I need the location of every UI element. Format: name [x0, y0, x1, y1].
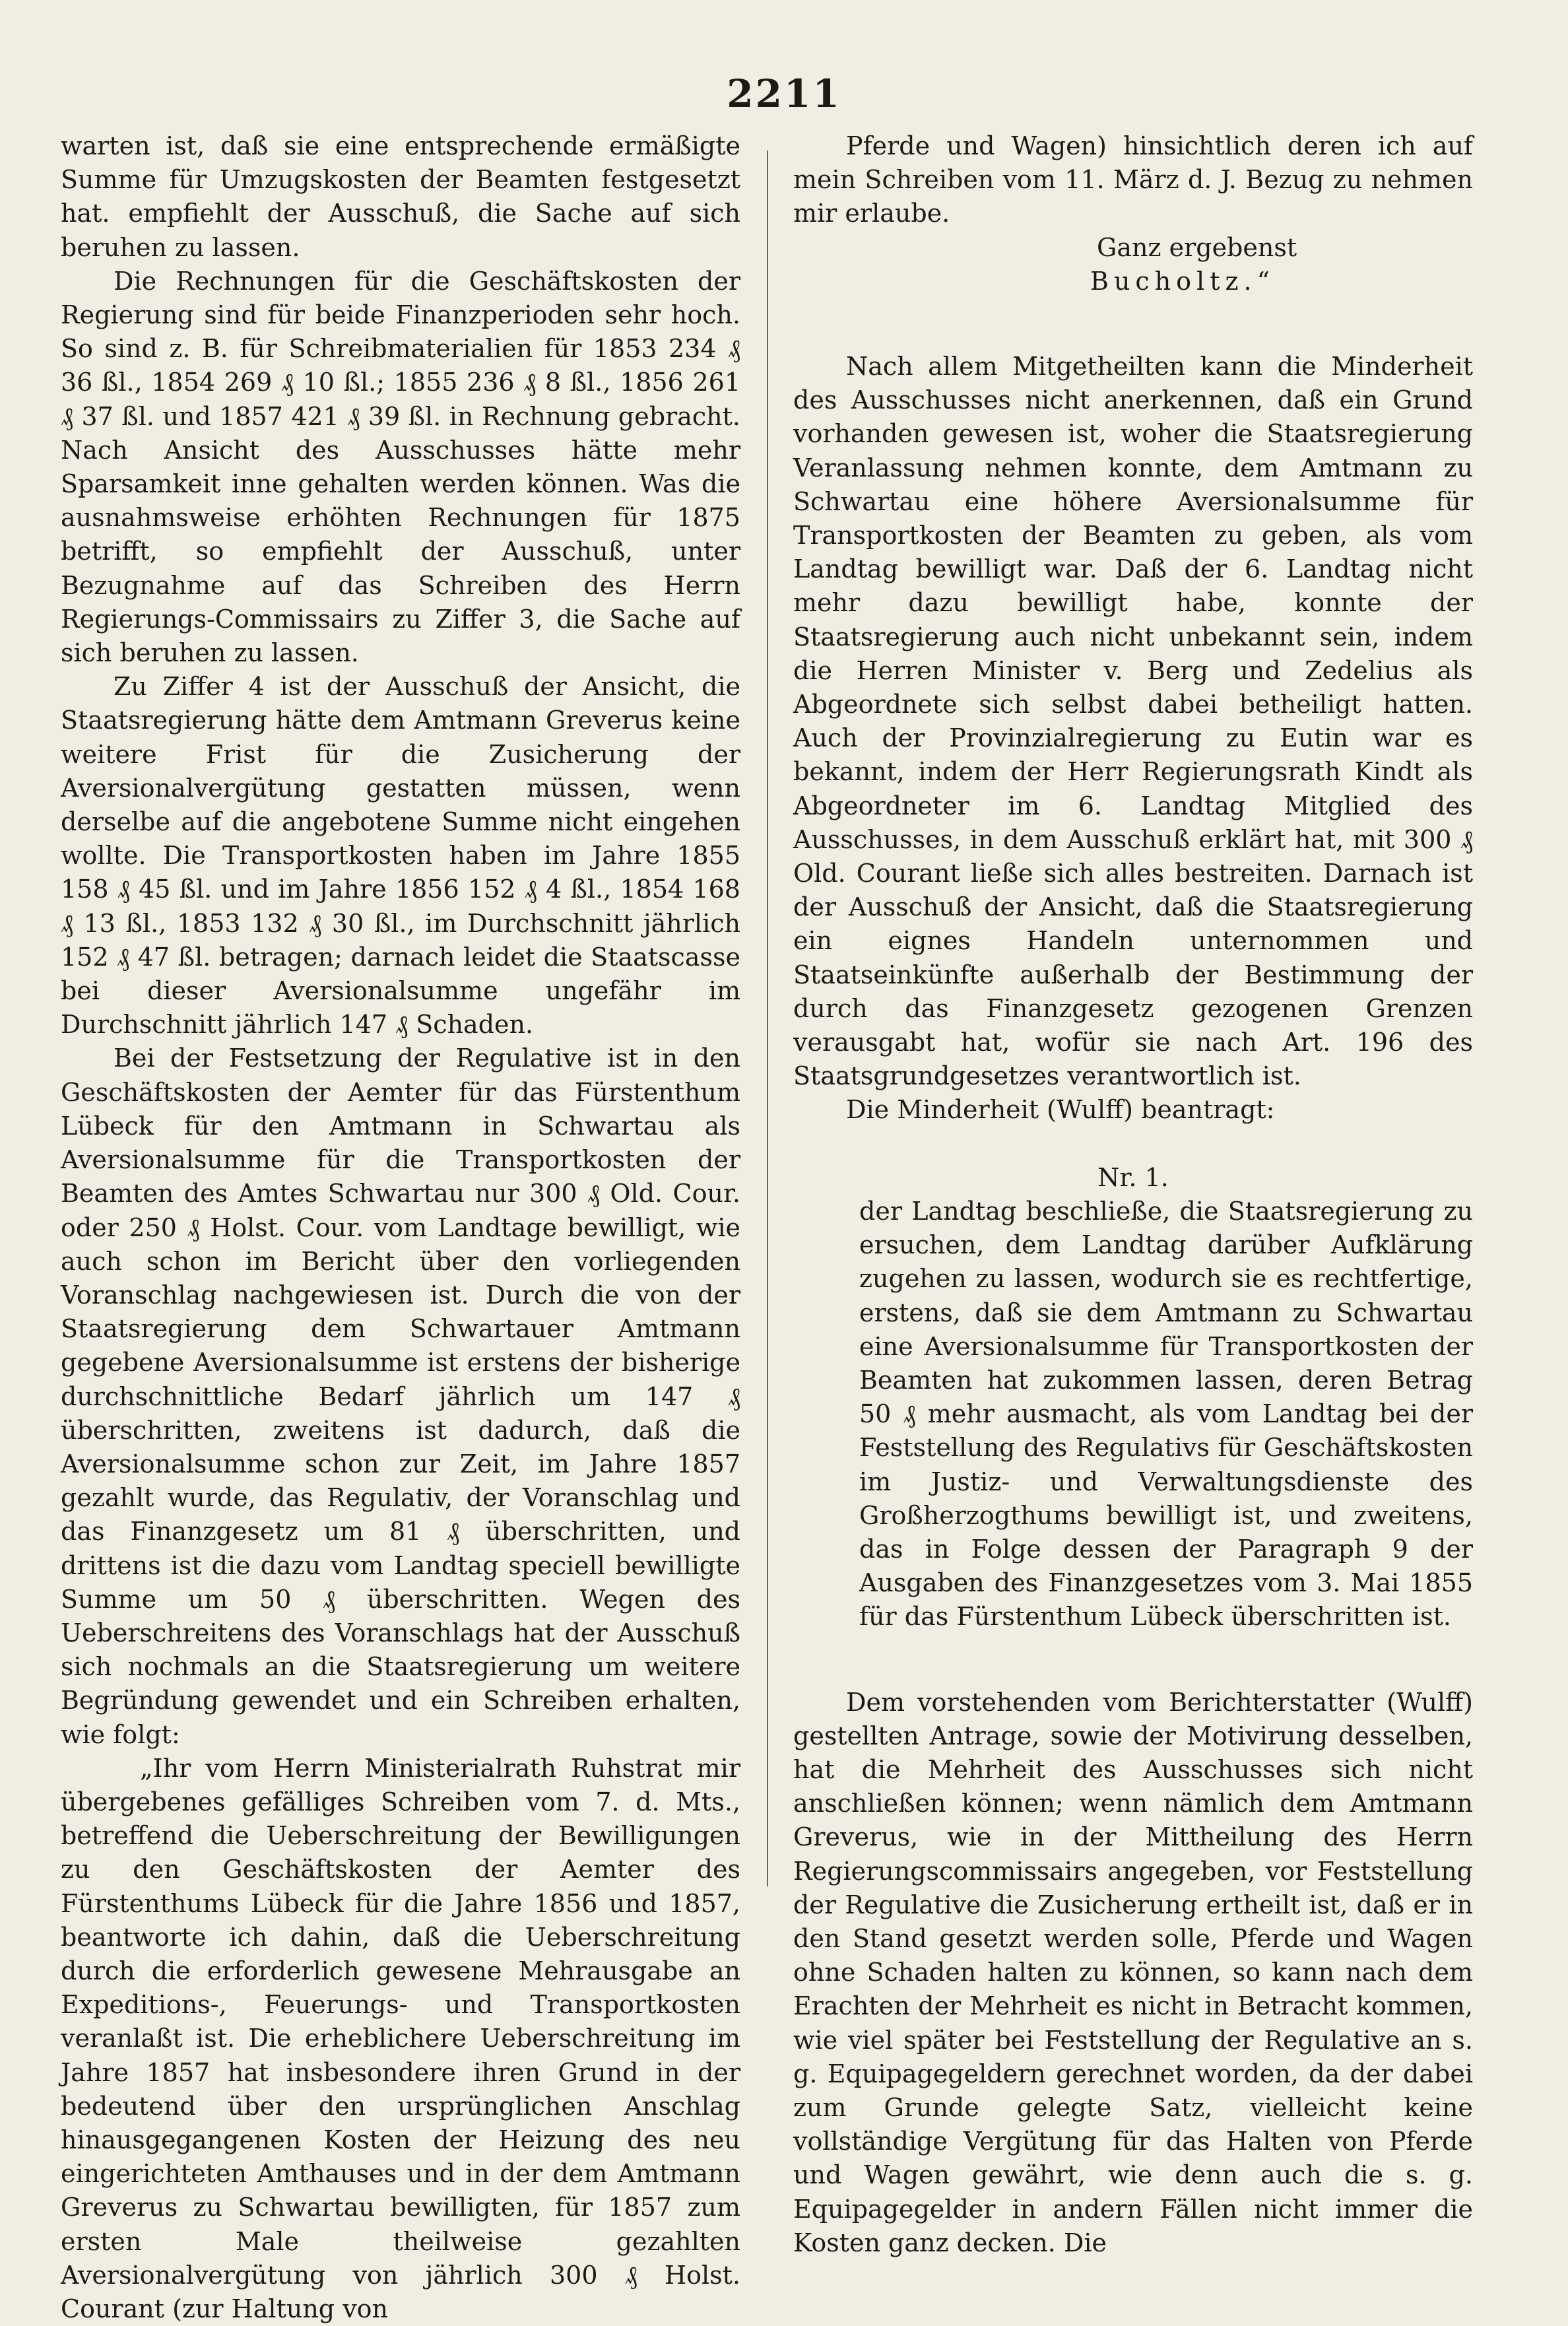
paragraph-geschaeftskosten: Die Rechnungen für die Geschäftskosten der Regierung sind für beide Finanzperioden sehr hoch. So sind z. B. für Schreibmaterialien für 1853 234 ₰ 36 ßl., 1854 269 ₰ 10 ßl.; 1855 236 ₰ 8 ßl., 1856 261 ₰ 37 ßl. und 1857 421 ₰ 39 ßl. in Rechnung gebracht. Nach Ansicht des Ausschusses hätte mehr Sparsamkeit inne gehalten werden können. Was die ausnahmsweise erhöhten Rechnungen für 1875 betrifft, so empfiehlt der Ausschuß, unter Bezugnahme auf das Schreiben des Herrn Regierungs-Commissairs zu Ziffer 3, die Sache auf sich beruhen zu lassen.	[61, 266, 740, 668]
left-column	[61, 129, 740, 2326]
column-divider	[767, 150, 768, 1886]
letter-greeting: Ganz ergebenst	[1097, 232, 1297, 262]
paragraph-majority-opinion: Dem vorstehenden vom Berichterstatter (Wulff) gestellten Antrage, sowie der Motivirung desselben, hat die Mehrheit des Ausschusses sich nicht anschließen können; wenn nämlich dem Amtmann Greverus, wie in der Mittheilung des Herrn Regierungscommissairs angegeben, vor Feststellung der Regulative die Zusicherung ertheilt ist, daß er in den Stand gesetzt werden solle, Pferde und Wagen ohne Schaden halten zu können, so kann nach dem Erachten der Mehrheit es nicht in Betracht kommen, wie viel später bei Feststellung der Regulative an s. g. Equipagegeldern gerechnet worden, da der dabei zum Grunde gelegte Satz, vielleicht keine vollständige Vergütung für das Halten von Pferde und Wagen gewährt, wie denn auch die s. g. Equipagegelder in andern Fällen nicht immer die Kosten ganz decken. Die	[793, 1687, 1473, 2257]
right-column	[793, 129, 1473, 2260]
spacer	[793, 298, 1473, 350]
paragraph-regulative: Bei der Festsetzung der Regulative ist in den Geschäftskosten der Aemter für das Fürstenthum Lübeck für den Amtmann in Schwartau als Aversionalsumme für die Transportkosten der Beamten des Amtes Schwartau nur 300 ₰ Old. Cour. oder 250 ₰ Holst. Cour. vom Landtage bewilligt, wie auch schon im Bericht über den vorliegenden Voranschlag nachgewiesen ist. Durch die von der Staatsregierung dem Schwartauer Amtmann gegebene Aversionalsumme ist erstens der bisherige durchschnittliche Bedarf jährlich um 147 ₰ überschritten, zweitens ist dadurch, daß die Aversionalsumme schon zur Zeit, im Jahre 1857 gezahlt wurde, das Regulativ, der Voranschlag und das Finanzgesetz um 81 ₰ überschritten, und drittens ist die dazu vom Landtag speciell bewilligte Summe um 50 ₰ überschritten. Wegen des Ueberschreitens des Voranschlags hat der Ausschuß sich nochmals an die Staatsregierung um weitere Begründung gewendet und ein Schreiben erhalten, wie folgt:	[61, 1044, 740, 1749]
minority-moves: Die Minderheit (Wulff) beantragt:	[846, 1095, 1275, 1125]
spacer	[793, 1634, 1473, 1686]
quoted-letter: „Ihr vom Herrn Ministerialrath Ruhstrat mir übergebenes gefälliges Schreiben vom 7. d. Mts., betreffend die Ueberschreitung der Bewilligungen zu den Geschäftskosten der Aemter des Fürstenthums Lübeck für die Jahre 1856 und 1857, beantworte ich dahin, daß die Ueberschreitung durch die erforderlich gewesene Mehrausgabe an Expeditions-, Feuerungs- und Transportkosten veranlaßt ist. Die erheblichere Ueberschreitung im Jahre 1857 hat insbesondere ihren Grund in der bedeutend über den ursprünglichen Anschlag hinausgegangenen Kosten der Heizung des neu eingerichteten Amthauses und in der dem Amtmann Greverus zu Schwartau bewilligten, für 1857 zum ersten Male theilweise gezahlten Aversionalvergütung von jährlich 300 ₰ Holst. Courant (zur Haltung von	[61, 1753, 740, 2323]
motion-number: Nr. 1.	[1097, 1162, 1169, 1192]
quoted-letter-continued: Pferde und Wagen) hinsichtlich deren ich auf mein Schreiben vom 11. März d. J. Bezug zu nehmen mir erlaube.	[793, 131, 1473, 228]
paragraph-ziffer-4: Zu Ziffer 4 ist der Ausschuß der Ansicht, die Staatsregierung hätte dem Amtmann Greverus keine weitere Frist für die Zusicherung der Aversionalvergütung gestatten müssen, wenn derselbe auf die angebotene Summe nicht eingehen wollte. Die Transportkosten haben im Jahre 1855 158 ₰ 45 ßl. und im Jahre 1856 152 ₰ 4 ßl., 1854 168 ₰ 13 ßl., 1853 132 ₰ 30 ßl., im Durchschnitt jährlich 152 ₰ 47 ßl. betragen; darnach leidet die Staatscasse bei dieser Aversionalsumme ungefähr im Durchschnitt jährlich 147 ₰ Schaden.	[61, 672, 740, 1040]
paragraph-minority-opinion: Nach allem Mitgetheilten kann die Minderheit des Ausschusses nicht anerkennen, daß ein Grund vorhanden gewesen ist, woher die Staatsregierung Veranlassung nehmen konnte, dem Amtmann zu Schwartau eine höhere Aversionalsumme für Transportkosten der Beamten zu geben, als vom Landtag bewilligt war. Daß der 6. Landtag nicht mehr dazu bewilligt habe, konnte der Staatsregierung auch nicht unbekannt sein, indem die Herren Minister v. Berg und Zedelius als Abgeordnete sich selbst dabei betheiligt hatten. Auch der Provinzialregierung zu Eutin war es bekannt, indem der Herr Regierungsrath Kindt als Abgeordneter im 6. Landtag Mitglied des Ausschusses, in dem Ausschuß erklärt hat, mit 300 ₰ Old. Courant ließe sich alles bestreiten. Darnach ist der Ausschuß der Ansicht, daß die Staatsregierung ein eignes Handeln unternommen und Staatseinkünfte außerhalb der Bestimmung der durch das Finanzgesetz gezogenen Grenzen verausgabt hat, wofür sie nach Art. 196 des Staatsgrundgesetzes verantwortlich ist.	[793, 352, 1473, 1091]
motion-text: der Landtag beschließe, die Staatsregierung zu ersuchen, dem Landtag darüber Aufklärung zugehen zu lassen, wodurch sie es rechtfertige, erstens, daß sie dem Amtmann zu Schwartau eine Aversionalsumme für Transportkosten der Beamten hat zukommen lassen, deren Betrag 50 ₰ mehr ausmacht, als vom Landtag bei der Feststellung des Regulativs für Geschäftskosten im Justiz- und Verwaltungsdienste des Großherzogthums bewilligt ist, und zweitens, das in Folge dessen der Paragraph 9 der Ausgaben des Finanzgesetzes vom 3. Mai 1855 für das Fürstenthum Lübeck überschritten ist.	[859, 1196, 1473, 1632]
letter-signature: Bucholtz.“	[1090, 266, 1275, 296]
page-number: 2211	[727, 71, 841, 116]
spacer	[793, 1127, 1473, 1161]
paragraph-umzugskosten: warten ist, daß sie eine entsprechende ermäßigte Summe für Umzugskosten der Beamten festgesetzt hat. empfiehlt der Ausschuß, die Sache auf sich beruhen zu lassen.	[61, 131, 740, 262]
